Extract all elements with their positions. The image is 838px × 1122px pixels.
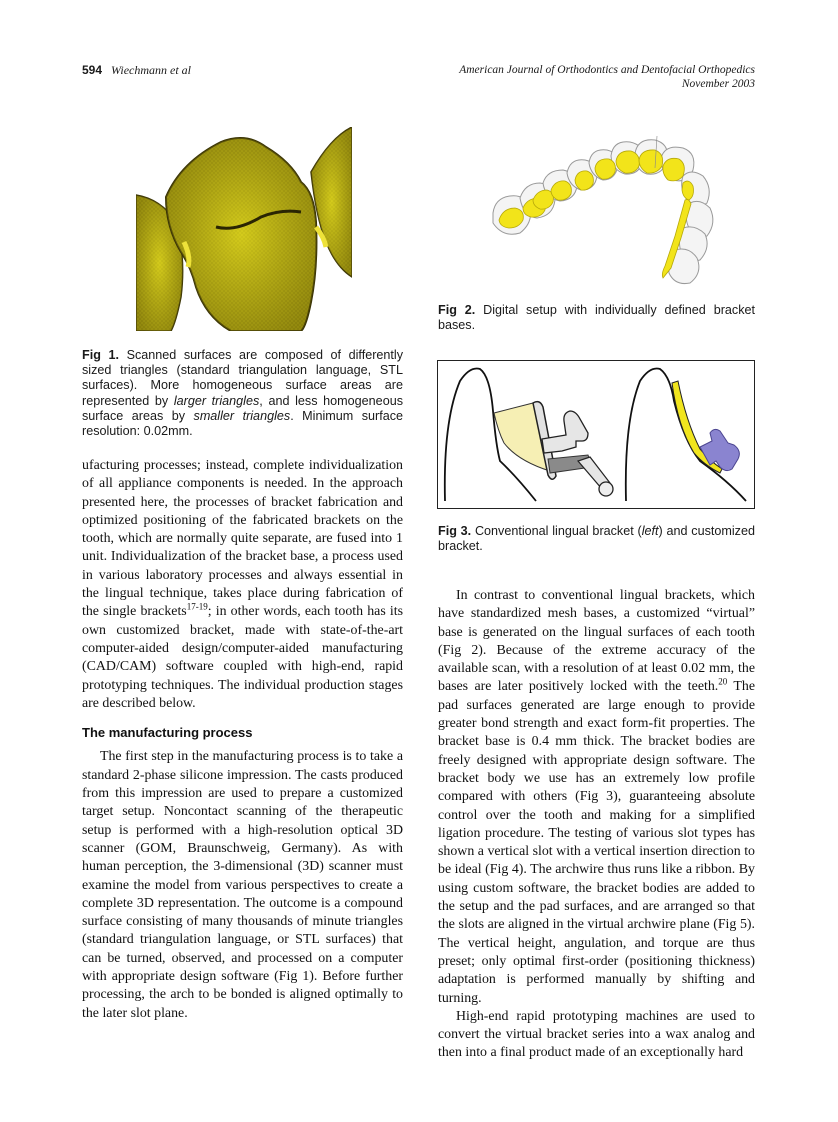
caption-emphasis: left [641,524,659,538]
section-heading: The manufacturing process [82,725,253,741]
running-header-left [82,63,191,78]
scanned-tooth-mesh-illustration [136,127,352,331]
figure-1-image [136,127,352,331]
paragraph-text: ; in other words, each tooth has its own customized bracket, made with state-of-the-art computer-aided design/computer-aided manufacturing (CAD/CAM) software coupled with high-end, rapid prototyping techniques. The individual production stages are described below. [82,604,403,711]
paragraph-text: The pad surfaces generated are large enough to provide greater bond strength and exact form-fit properties. The bracket base is 0.4 mm thick. The bracket bodies are freely designed with appropriate design software. The bracket body we use has an extremely low profile compared with others (Fig 3), guaranteeing absolute control over the tooth and making for a simplified ligation procedure. The testing of various slot types has shown a vertical slot with a vertical insertion direction to be ideal (Fig 4). The archwire thus runs like a ribbon. By using custom software, the bracket bodies are added to the setup and the pad surfaces, and are arranged so that the slots are aligned in the virtual archwire plane (Fig 5). The vertical height, angulation, and torque are thus preset; only optimal first-order (positioning thickness) adaptation is performed manually by shifting and turning. [438,679,755,1006]
running-header-authors: Wiechmann et al [111,63,192,77]
journal-title: American Journal of Orthodontics and Dentofacial Orthopedics [459,64,755,76]
figure-3-label: Fig 3. [438,524,472,538]
figure-3-image [437,360,755,509]
paragraph: High-end rapid prototyping machines are used to convert the virtual bracket series into a wax analog and then into a final product made of an exceptionally hard [438,1008,755,1061]
paragraph-text: ufacturing processes; instead, complete individualization of all appliance components is needed. In the approach presented here, the processes of bracket fabrication and optimized positioning of the fabricated brackets on the tooth, which are normally quite separate, are fused into 1 unit. Individualization of the bracket base, a process used in various laboratory processes and always essential in the lingual technique, takes place during fabrication of the single brackets [82,458,403,620]
running-header-right [459,63,755,91]
caption-emphasis: larger triangles [173,393,260,408]
paragraph-text: In contrast to conventional lingual brackets, which have standardized mesh bases, a customized “virtual” base is generated on the lingual surfaces of each tooth (Fig 2). Because of the extreme accuracy of the available scan, with a resolution of at least 0.02 mm, the bases are later positively locked with the teeth. [438,588,755,695]
dental-arch-setup-illustration [485,128,730,290]
caption-text: , and less homogeneous surface areas by [82,393,403,423]
paragraph: The first step in the manufacturing process is to take a standard 2-phase silicone impression. The casts produced from this impression are used to prepare a customized target setup. Noncontact scanning of the therapeutic setup is performed with a high-resolution optical 3D scanner (GOM, Braunschweig, Germany). As with human perception, the 3-dimensional (3D) scanner must examine the model from various perspectives to create a complete 3D representation. The outcome is a compound surface consisting of many thousands of minute triangles (standard triangulation language, or STL surfaces) that can be turned, observed, and processed on a computer with appropriate design software (Fig 1). Before further processing, the arch to be bonded is aligned optimally to the later slot plane. [82,749,403,1021]
right-column-text [438,587,755,1063]
citation-superscript: 20 [718,676,728,687]
caption-text: ) and customized bracket. [438,524,755,554]
page-number: 594 [82,63,103,77]
caption-text: Scanned surfaces are composed of differently sized triangles (standard triangulation language, STL surfaces). More homogeneous surface areas are represented by [82,348,403,408]
bracket-comparison-drawing [438,361,753,507]
figure-3-caption [438,524,755,554]
issue-date: November 2003 [681,78,755,90]
figure-2-label: Fig 2. [438,303,476,317]
paragraph [82,457,403,713]
caption-text: Digital setup with individually defined bracket bases. [438,303,755,333]
figure-2-image [485,128,730,290]
caption-text: . Minimum surface resolution: 0.02mm. [82,408,404,439]
caption-emphasis: smaller triangles [193,408,291,423]
figure-1-label: Fig 1. [82,348,119,362]
figure-1-caption [82,348,403,439]
figure-2-caption [438,303,755,333]
caption-text: Conventional lingual bracket ( [471,524,642,538]
left-column-text [82,457,403,1023]
paragraph [438,587,755,1008]
citation-superscript: 17-19 [186,601,208,612]
